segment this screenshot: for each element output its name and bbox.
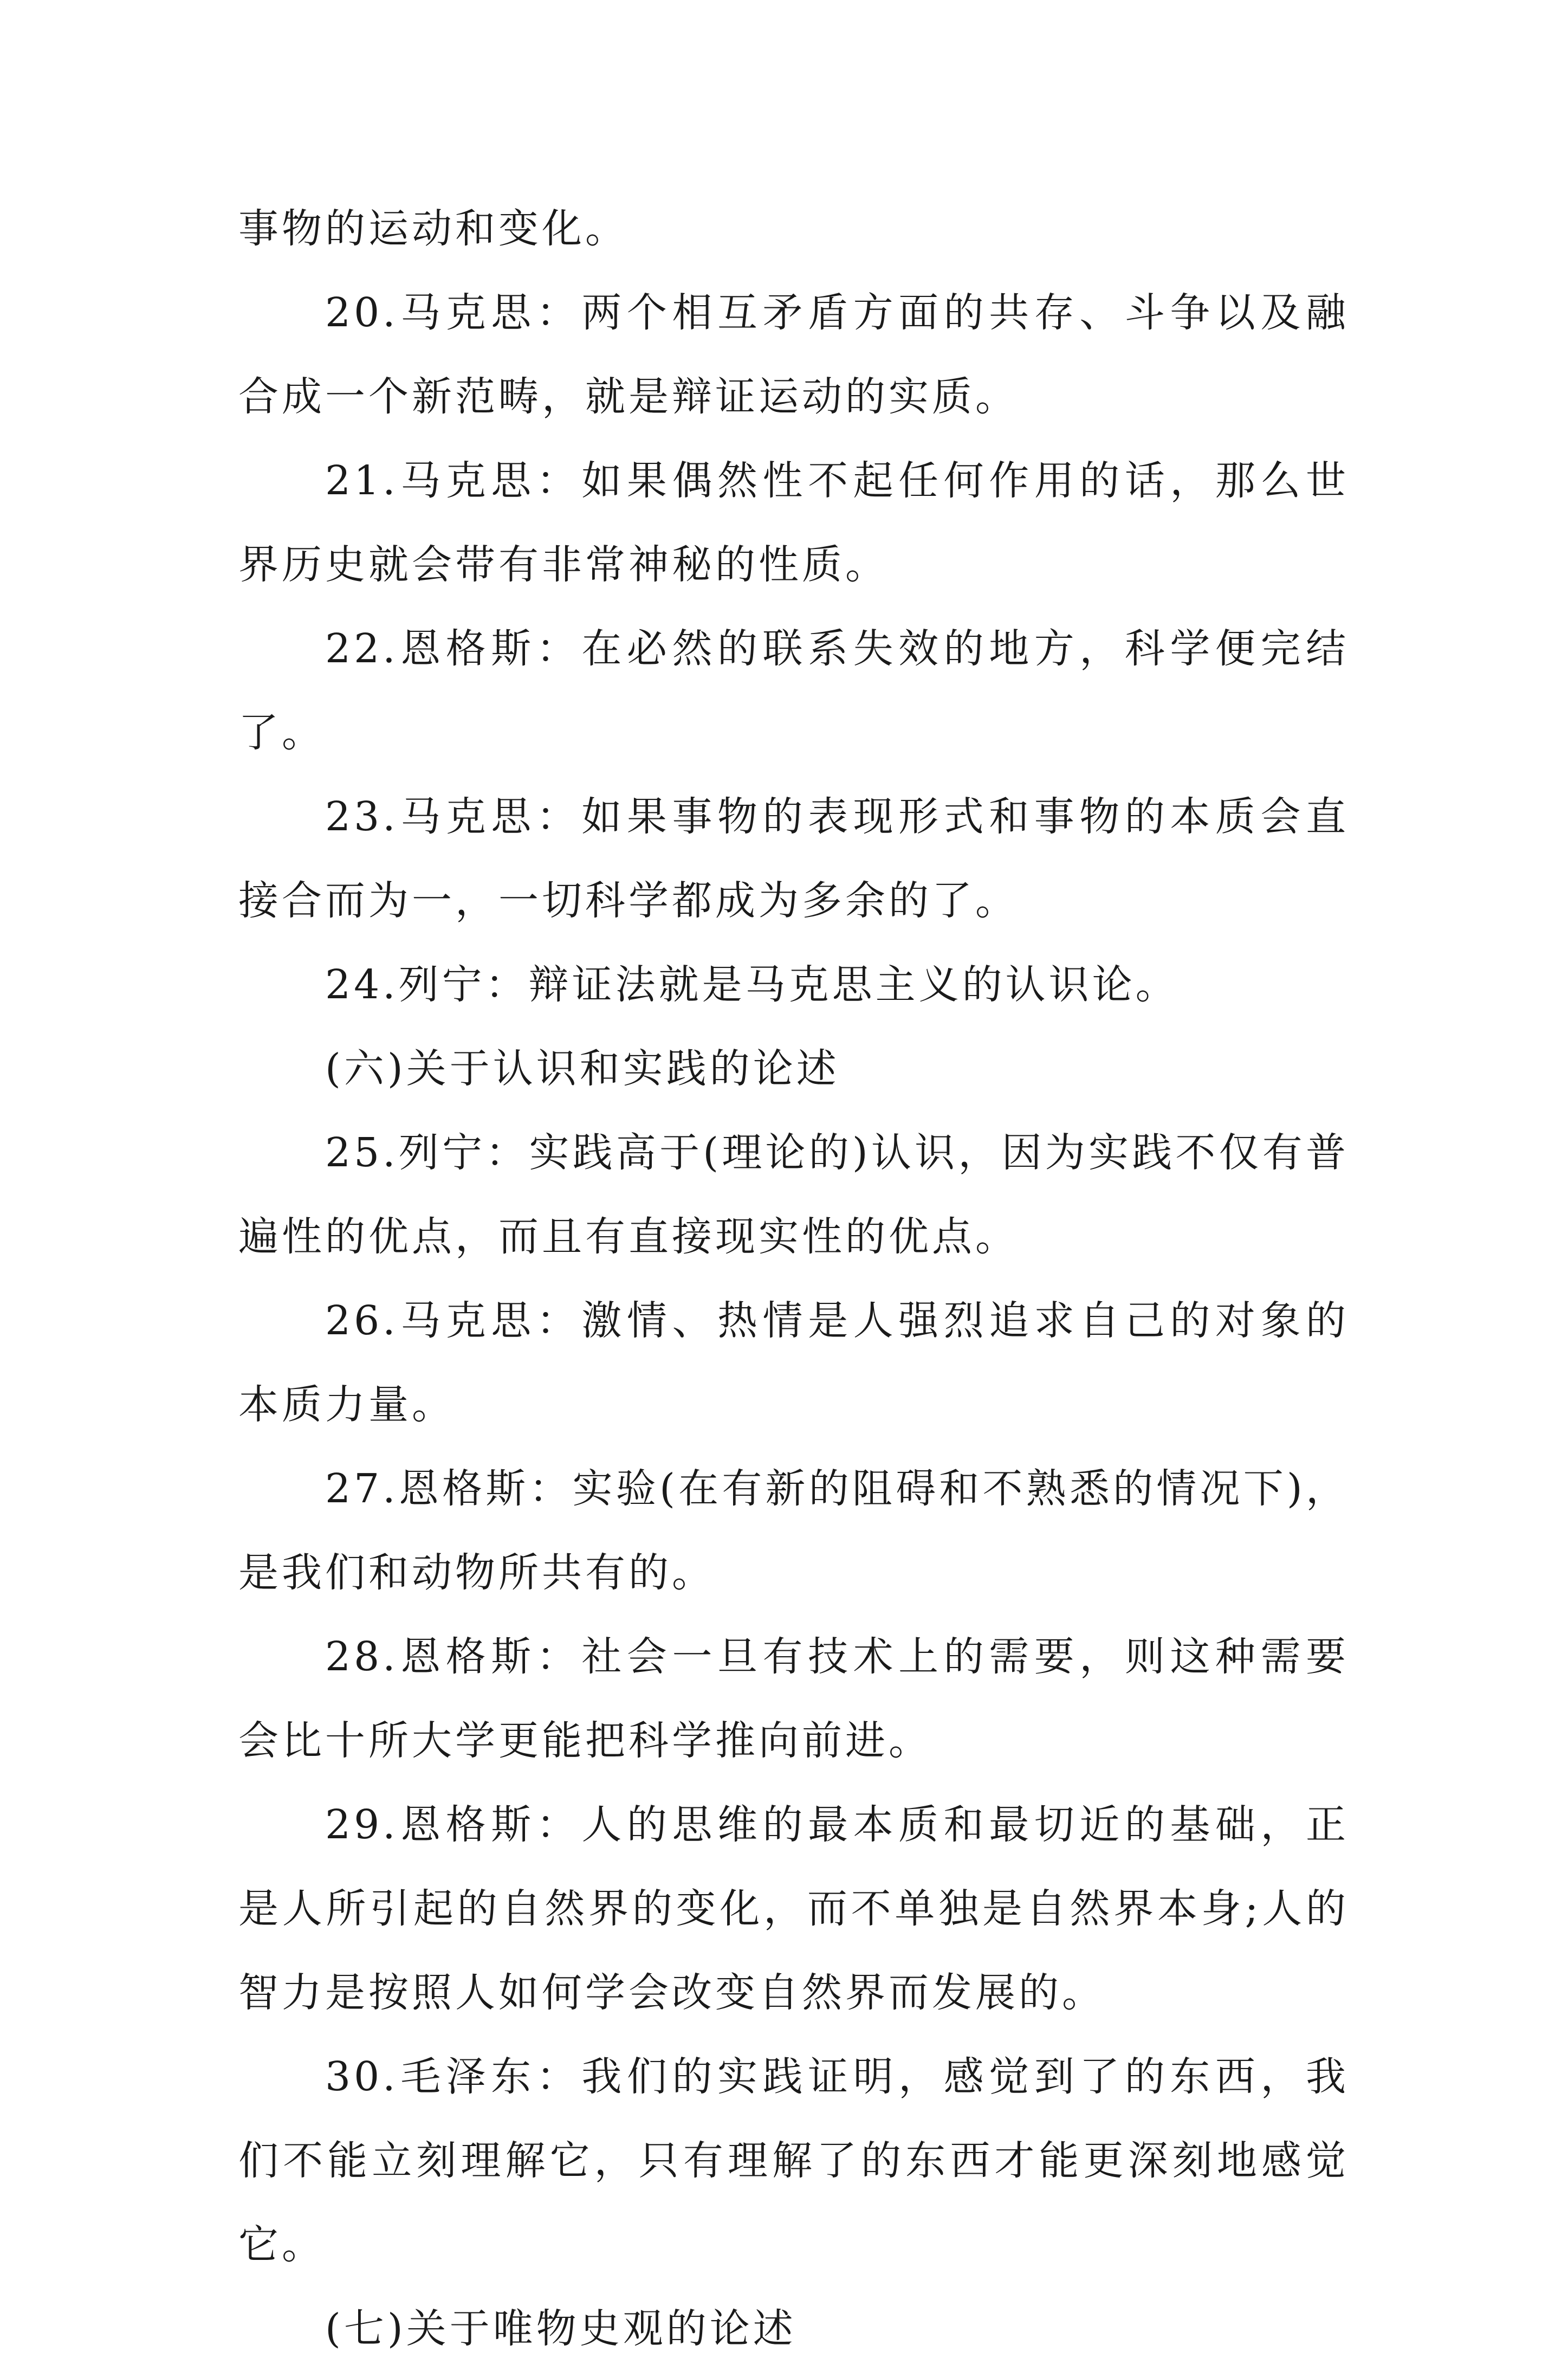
quote-29-engels: 29.恩格斯：人的思维的最本质和最切近的基础，正是人所引起的自然界的变化，而不单独是自然界本身;人的智力是按照人如何学会改变自然界而发展的。	[238, 1801, 1349, 2016]
quote-22-engels: 22.恩格斯：在必然的联系失效的地方，科学便完结了。	[238, 625, 1349, 756]
quote-20-marx: 20.马克思：两个相互矛盾方面的共存、斗争以及融合成一个新范畴，就是辩证运动的实质。	[238, 289, 1349, 420]
quote-24-lenin: 24.列宁：辩证法就是马克思主义的认识论。	[325, 961, 1179, 1008]
quote-27-engels: 27.恩格斯：实验(在有新的阻碍和不熟悉的情况下)，是我们和动物所共有的。	[238, 1465, 1349, 1596]
section-heading-6: (六)关于认识和实践的论述	[325, 1045, 840, 1092]
document-body	[238, 187, 1349, 2371]
quote-30-mao: 30.毛泽东：我们的实践证明，感觉到了的东西，我们不能立刻理解它，只有理解了的东西才能更深刻地感觉它。	[238, 2053, 1349, 2268]
paragraph-continuation: 事物的运动和变化。	[238, 205, 629, 252]
quote-26-marx: 26.马克思：激情、热情是人强烈追求自己的对象的本质力量。	[238, 1297, 1349, 1428]
quote-25-lenin: 25.列宁：实践高于(理论的)认识，因为实践不仅有普遍性的优点，而且有直接现实性的优点。	[238, 1129, 1349, 1260]
quote-21-marx: 21.马克思：如果偶然性不起任何作用的话，那么世界历史就会带有非常神秘的性质。	[238, 457, 1349, 588]
quote-28-engels: 28.恩格斯：社会一旦有技术上的需要，则这种需要会比十所大学更能把科学推向前进。	[238, 1633, 1349, 1764]
section-heading-7: (七)关于唯物史观的论述	[325, 2305, 796, 2352]
quote-23-marx: 23.马克思：如果事物的表现形式和事物的本质会直接合而为一，一切科学都成为多余的了。	[238, 793, 1349, 924]
